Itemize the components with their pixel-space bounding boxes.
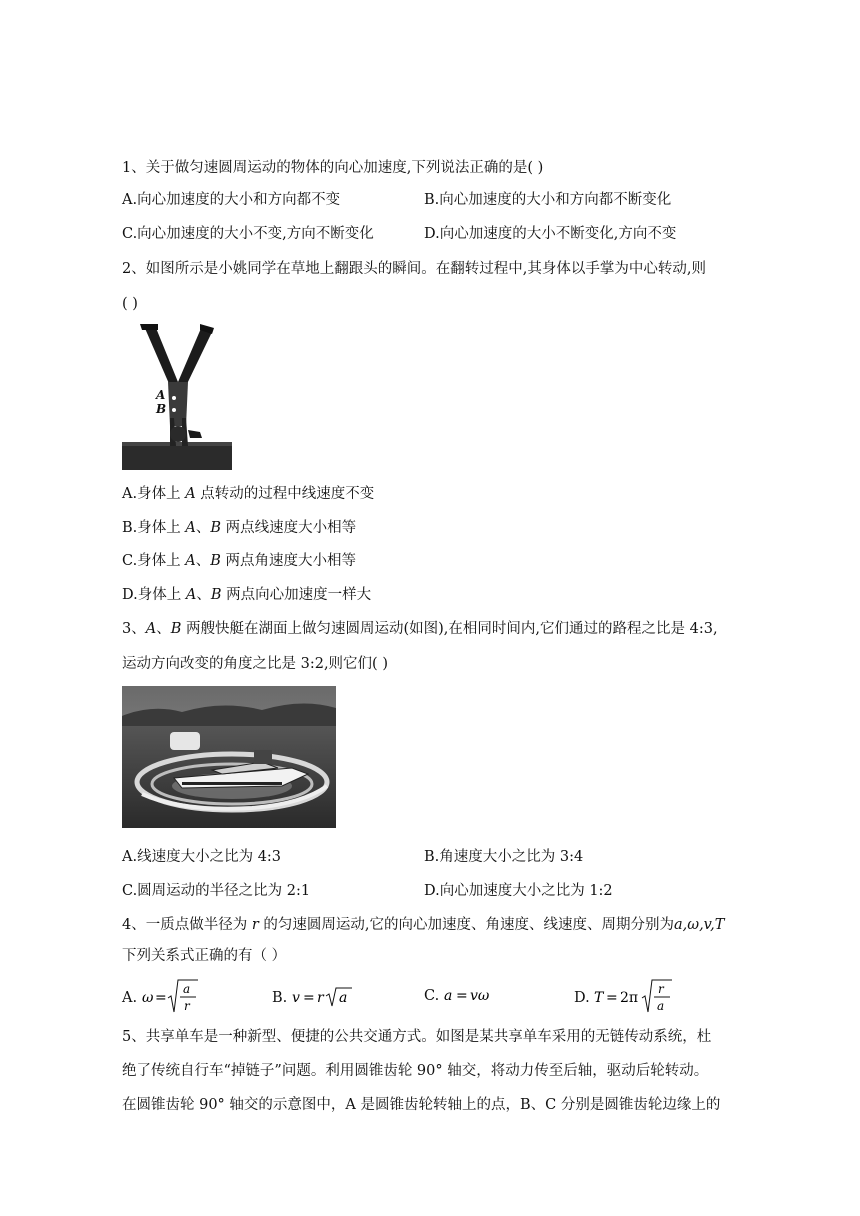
q4-option-c (424, 976, 500, 1020)
q3-option-c: C.圆周运动的半径之比为 2:1 (122, 883, 311, 899)
handstand-illustration (122, 322, 232, 470)
q2-option-b-pre: B.身体上 (122, 520, 186, 536)
q4-formula-c (444, 976, 500, 1020)
svg-text:a: a (182, 982, 190, 996)
svg-text:a: a (338, 990, 348, 1006)
q2-option-a-pre: A.身体上 (122, 486, 186, 502)
q2-option-c-sep: 、 (195, 553, 211, 569)
figure-label-b: B (156, 402, 167, 416)
q4-option-c-label: C. (424, 988, 440, 1004)
q2-option-c (122, 551, 356, 571)
svg-text:vω: vω (469, 988, 490, 1004)
q2-option-b-var2: B (210, 520, 222, 536)
q2-option-a-var: A (185, 486, 196, 502)
q1-stem: 1、关于做匀速圆周运动的物体的向心加速度,下列说法正确的是( ) (122, 160, 544, 176)
q2-option-b (122, 518, 356, 538)
q2-stem-line1: 2、如图所示是小姚同学在草地上翻跟头的瞬间。在翻转过程中,其身体以手掌为中心转动,则 (122, 261, 706, 277)
svg-text:r: r (316, 990, 324, 1006)
q5-line1: 5、共享单车是一种新型、便捷的公共交通方式。如图是某共享单车采用的无链传动系统，杜 (122, 1029, 712, 1045)
speedboat-photo (122, 686, 336, 828)
q2-option-d-sep: 、 (196, 587, 211, 603)
q3-stem-var2: B (170, 621, 182, 637)
svg-text:=: = (154, 990, 167, 1006)
svg-text:T: T (594, 990, 604, 1006)
q4-option-b (272, 976, 356, 1020)
q2-option-b-sep: 、 (195, 520, 211, 536)
svg-text:=: = (302, 990, 315, 1006)
q1-option-c: C.向心加速度的大小不变,方向不断变化 (122, 226, 374, 242)
q3-stem-rest: 两艘快艇在湖面上做匀速圆周运动(如图),在相同时间内,它们通过的路程之比是 4:3, (181, 621, 718, 637)
q4-stem-line1 (122, 915, 724, 935)
q3-option-d: D.向心加速度大小之比为 1:2 (424, 883, 613, 899)
q4-stem-line2: 下列关系式正确的有（ ） (122, 948, 287, 964)
q4-stem-mid: 的匀速圆周运动,它的向心加速度、角速度、线速度、周期分别为 (258, 917, 674, 933)
q4-stem-vars: a,ω,v,T (674, 917, 725, 933)
q2-option-d (122, 585, 371, 605)
q4-formula-a (142, 976, 202, 1020)
svg-text:=: = (455, 988, 468, 1004)
q2-option-d-pre: D.身体上 (122, 587, 186, 603)
q3-stem-var1: A (145, 621, 157, 637)
svg-text:r: r (183, 999, 190, 1013)
svg-text:a: a (657, 999, 665, 1013)
q2-option-c-var1: A (185, 553, 196, 569)
q4-stem-var: r (251, 917, 259, 933)
svg-text:a: a (443, 988, 453, 1004)
q2-option-a-post: 点转动的过程中线速度不变 (195, 486, 375, 502)
q4-option-d-label: D. (574, 990, 590, 1006)
svg-text:2π: 2π (620, 990, 639, 1006)
q2-option-b-post: 两点线速度大小相等 (221, 520, 357, 536)
q2-option-c-post: 两点角速度大小相等 (220, 553, 357, 569)
svg-text:v: v (291, 990, 300, 1006)
q2-option-d-post: 两点向心加速度一样大 (221, 587, 372, 603)
q1-option-b: B.向心加速度的大小和方向都不断变化 (424, 192, 672, 208)
q2-option-c-var2: B (210, 553, 221, 569)
svg-text:r: r (658, 982, 665, 996)
svg-text:=: = (606, 990, 619, 1006)
q5-line3: 在圆锥齿轮 90° 轴交的示意图中，A 是圆锥齿轮转轴上的点，B、C 分别是圆锥齿轮边缘上的 (122, 1097, 721, 1113)
q4-stem-pre: 4、一质点做半径为 (122, 917, 252, 933)
q4-option-a (122, 976, 202, 1020)
q2-option-d-var1: A (185, 587, 197, 603)
q2-option-c-pre: C.身体上 (122, 553, 186, 569)
q4-formula-d (594, 976, 680, 1020)
q1-option-d: D.向心加速度的大小不断变化,方向不变 (424, 226, 677, 242)
q1-option-a: A.向心加速度的大小和方向都不变 (122, 192, 341, 208)
q4-option-a-label: A. (122, 990, 138, 1006)
q4-option-b-label: B. (272, 990, 288, 1006)
q3-option-b: B.角速度大小之比为 3:4 (424, 849, 584, 865)
q4-formula-b (292, 976, 356, 1020)
q3-stem-sep: 、 (156, 621, 171, 637)
speedboat-figure (122, 686, 336, 828)
q3-stem-line2: 运动方向改变的角度之比是 3:2,则它们( ) (122, 656, 388, 672)
q2-option-b-var1: A (185, 520, 196, 536)
q5-line2: 绝了传统自行车“掉链子”问题。利用圆锥齿轮 90° 轴交，将动力传至后轴，驱动后轮转动。 (122, 1063, 709, 1079)
q2-option-d-var2: B (210, 587, 222, 603)
q2-option-a (122, 484, 374, 504)
q2-stem-line2: ( ) (122, 296, 138, 312)
q3-option-a: A.线速度大小之比为 4:3 (122, 849, 282, 865)
q3-stem-pre: 3、 (122, 621, 146, 637)
handstand-figure (122, 322, 232, 470)
q3-stem-line1 (122, 619, 718, 639)
svg-text:ω: ω (141, 990, 154, 1006)
figure-label-a: A (156, 388, 166, 402)
q4-option-d (574, 976, 680, 1020)
